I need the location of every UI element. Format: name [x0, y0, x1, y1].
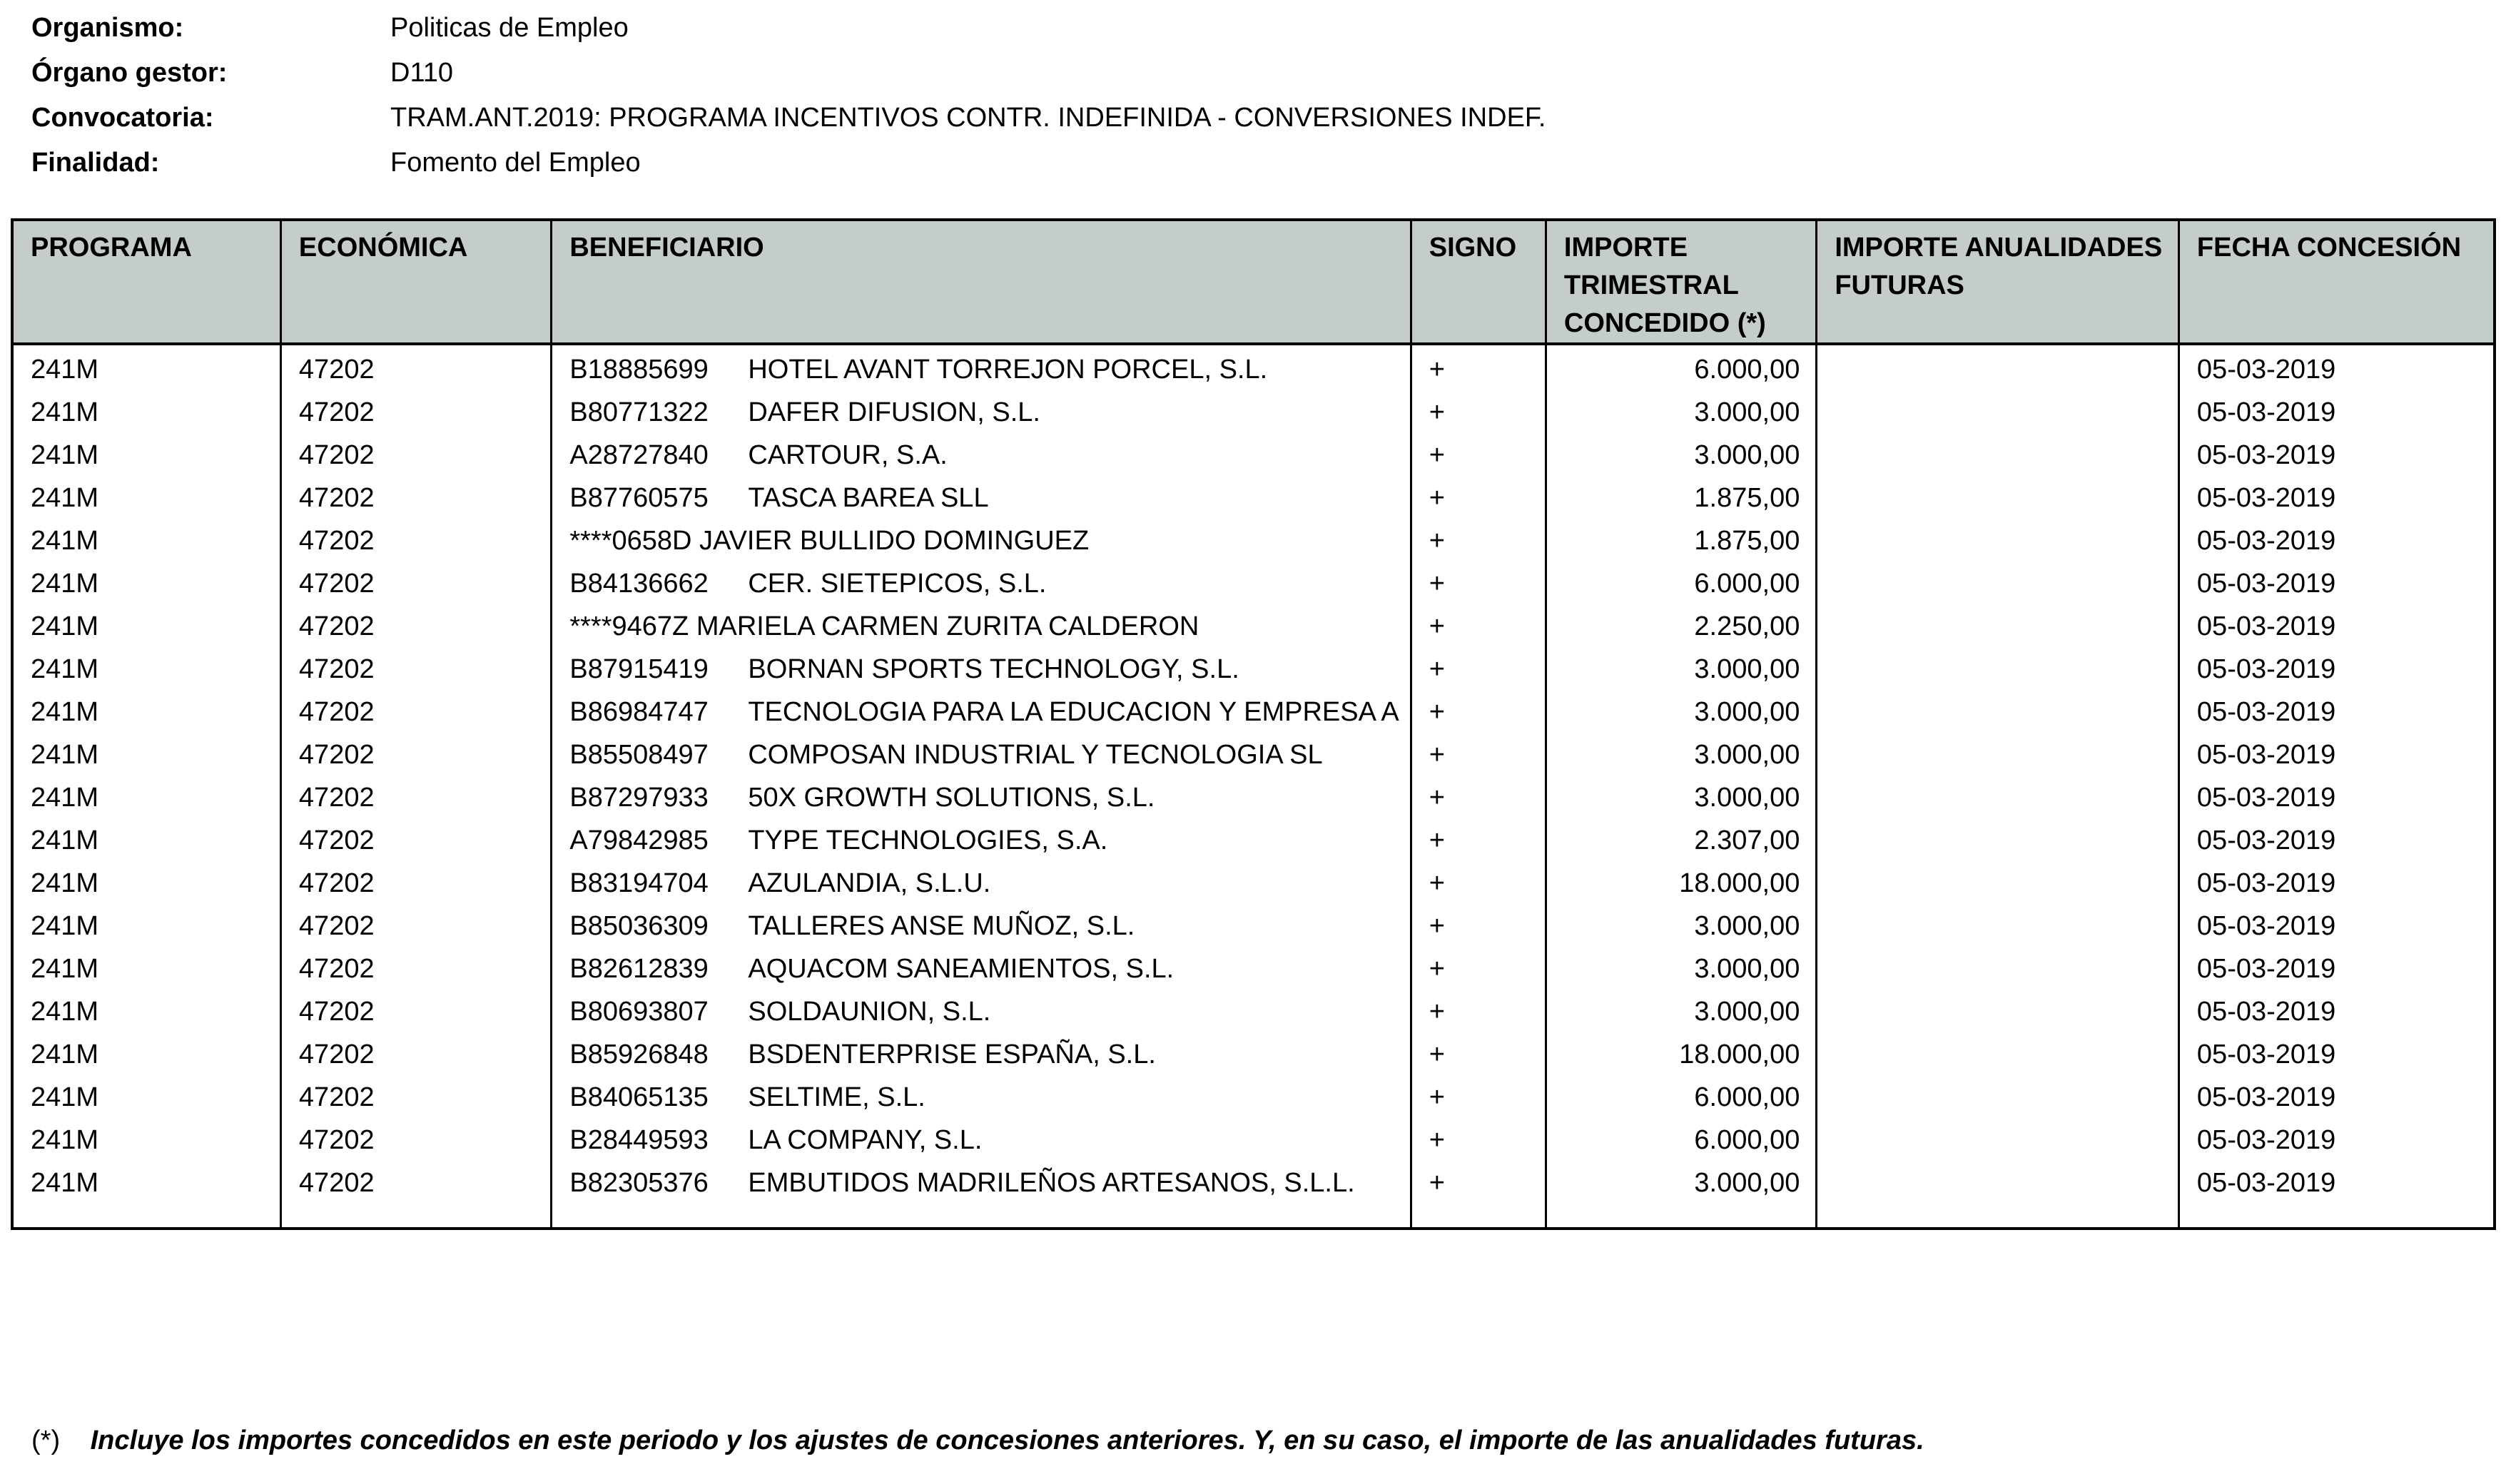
cell-programa: 241M	[31, 397, 99, 427]
cell-signo: +	[1411, 688, 1546, 731]
cell-importe: 18.000,00	[1546, 1030, 1816, 1073]
cell-importe: 3.000,00	[1546, 773, 1816, 816]
table-row	[12, 602, 2495, 645]
cell-importe: 2.250,00	[1546, 602, 1816, 645]
cell-beneficiario	[552, 987, 1411, 1030]
beneficiario-nif: ****0658D	[569, 526, 692, 556]
meta-value: Fomento del Empleo	[390, 148, 641, 178]
cell-beneficiario	[552, 344, 1411, 388]
cell-beneficiario	[552, 474, 1411, 517]
beneficiario-nif: B85508497	[569, 740, 709, 770]
cell-anualidades	[1817, 816, 2179, 859]
header-importe-anualidades: IMPORTE ANUALIDADES FUTURAS	[1817, 220, 2179, 344]
cell-fecha: 05-03-2019	[2178, 773, 2495, 816]
cell-anualidades	[1817, 388, 2179, 431]
table-row	[12, 816, 2495, 859]
cell-programa: 241M	[31, 526, 99, 556]
cell-importe: 3.000,00	[1546, 388, 1816, 431]
meta-value: TRAM.ANT.2019: PROGRAMA INCENTIVOS CONTR. INDEFINIDA - CONVERSIONES INDEF.	[390, 103, 1546, 133]
cell-programa: 241M	[31, 1168, 99, 1198]
beneficiario-nif: B87760575	[569, 483, 709, 513]
cell-beneficiario	[552, 859, 1411, 902]
beneficiario-nombre: BSDENTERPRISE ESPAÑA, S.L.	[748, 1040, 1156, 1069]
beneficiario-nif: B84136662	[569, 569, 709, 599]
header-programa: PROGRAMA	[12, 220, 280, 344]
header-beneficiario: BENEFICIARIO	[552, 220, 1411, 344]
meta-value: Politicas de Empleo	[390, 13, 629, 43]
beneficiario-nif: B18885699	[569, 355, 709, 385]
cell-importe: 3.000,00	[1546, 987, 1816, 1030]
cell-fecha: 05-03-2019	[2178, 1116, 2495, 1159]
cell-importe: 1.875,00	[1546, 474, 1816, 517]
beneficiario-nif: B82612839	[569, 954, 709, 984]
beneficiario-nif: ****9467Z	[569, 611, 689, 641]
header-signo: SIGNO	[1411, 220, 1546, 344]
cell-signo: +	[1411, 602, 1546, 645]
beneficiario-nombre: BORNAN SPORTS TECHNOLOGY, S.L.	[748, 654, 1239, 684]
cell-fecha: 05-03-2019	[2178, 945, 2495, 987]
cell-signo: +	[1411, 474, 1546, 517]
cell-fecha: 05-03-2019	[2178, 731, 2495, 773]
footnote	[31, 1423, 1924, 1458]
table-row	[12, 945, 2495, 987]
cell-programa: 241M	[31, 783, 99, 813]
cell-fecha: 05-03-2019	[2178, 816, 2495, 859]
beneficiario-nombre: TALLERES ANSE MUÑOZ, S.L.	[748, 911, 1135, 941]
cell-importe: 18.000,00	[1546, 859, 1816, 902]
cell-signo: +	[1411, 388, 1546, 431]
table-row	[12, 731, 2495, 773]
cell-signo: +	[1411, 517, 1546, 559]
beneficiario-nombre: TECNOLOGIA PARA LA EDUCACION Y EMPRESA A	[748, 697, 1399, 727]
beneficiario-nombre: LA COMPANY, S.L.	[748, 1125, 983, 1155]
beneficiario-nombre: COMPOSAN INDUSTRIAL Y TECNOLOGIA SL	[748, 740, 1323, 770]
cell-economica: 47202	[280, 688, 551, 731]
cell-economica: 47202	[280, 559, 551, 602]
cell-anualidades	[1817, 559, 2179, 602]
cell-importe: 6.000,00	[1546, 1116, 1816, 1159]
table-filler-row	[12, 1201, 2495, 1229]
cell-economica: 47202	[280, 1073, 551, 1116]
cell-importe: 3.000,00	[1546, 945, 1816, 987]
cell-programa: 241M	[31, 611, 99, 641]
table-row	[12, 1116, 2495, 1159]
beneficiario-nombre: MARIELA CARMEN ZURITA CALDERON	[696, 611, 1199, 641]
cell-fecha: 05-03-2019	[2178, 1073, 2495, 1116]
table-row	[12, 431, 2495, 474]
beneficiario-nombre: JAVIER BULLIDO DOMINGUEZ	[699, 526, 1090, 556]
cell-anualidades	[1817, 902, 2179, 945]
table-row	[12, 474, 2495, 517]
cell-anualidades	[1817, 344, 2179, 388]
footnote-text: Incluye los importes concedidos en este periodo y los ajustes de concesiones anteriores. Y, en su caso, el importe de las anualidades futuras.	[90, 1425, 1924, 1455]
cell-anualidades	[1817, 474, 2179, 517]
cell-beneficiario	[552, 431, 1411, 474]
beneficiario-nombre: CARTOUR, S.A.	[748, 440, 948, 470]
table-row	[12, 773, 2495, 816]
cell-programa: 241M	[31, 825, 99, 855]
beneficiario-nif: A79842985	[569, 825, 709, 855]
beneficiario-nif: B85036309	[569, 911, 709, 941]
cell-beneficiario	[552, 1159, 1411, 1201]
cell-fecha: 05-03-2019	[2178, 474, 2495, 517]
beneficiario-nif: B83194704	[569, 868, 709, 898]
cell-programa: 241M	[31, 954, 99, 984]
cell-economica: 47202	[280, 645, 551, 688]
cell-programa: 241M	[31, 654, 99, 684]
meta-label: Convocatoria:	[31, 103, 214, 133]
cell-programa: 241M	[31, 483, 99, 513]
table-body	[12, 344, 2495, 1229]
cell-economica: 47202	[280, 1116, 551, 1159]
cell-economica: 47202	[280, 1159, 551, 1201]
cell-signo: +	[1411, 731, 1546, 773]
cell-beneficiario	[552, 731, 1411, 773]
table-row	[12, 1030, 2495, 1073]
table-row	[12, 1159, 2495, 1201]
beneficiario-nif: B86984747	[569, 697, 709, 727]
table-header-row	[12, 220, 2495, 344]
cell-beneficiario	[552, 688, 1411, 731]
meta-label: Organismo:	[31, 13, 184, 43]
cell-anualidades	[1817, 1159, 2179, 1201]
cell-programa: 241M	[31, 1125, 99, 1155]
cell-economica: 47202	[280, 816, 551, 859]
table-row	[12, 1073, 2495, 1116]
cell-anualidades	[1817, 731, 2179, 773]
cell-economica: 47202	[280, 945, 551, 987]
cell-signo: +	[1411, 1073, 1546, 1116]
beneficiario-nombre: SELTIME, S.L.	[748, 1082, 925, 1112]
cell-importe: 1.875,00	[1546, 517, 1816, 559]
cell-economica: 47202	[280, 431, 551, 474]
grants-table	[11, 218, 2496, 1230]
cell-economica: 47202	[280, 987, 551, 1030]
cell-programa: 241M	[31, 740, 99, 770]
cell-beneficiario	[552, 1073, 1411, 1116]
meta-value: D110	[390, 58, 454, 88]
cell-anualidades	[1817, 1030, 2179, 1073]
header-economica: ECONÓMICA	[280, 220, 551, 344]
cell-economica: 47202	[280, 773, 551, 816]
cell-beneficiario	[552, 388, 1411, 431]
beneficiario-nif: B80693807	[569, 997, 709, 1027]
cell-fecha: 05-03-2019	[2178, 559, 2495, 602]
cell-signo: +	[1411, 344, 1546, 388]
beneficiario-nombre: TASCA BAREA SLL	[748, 483, 989, 513]
cell-fecha: 05-03-2019	[2178, 859, 2495, 902]
cell-anualidades	[1817, 1073, 2179, 1116]
beneficiario-nif: A28727840	[569, 440, 709, 470]
header-fecha-concesion: FECHA CONCESIÓN	[2178, 220, 2495, 344]
cell-programa: 241M	[31, 440, 99, 470]
footnote-mark: (*)	[31, 1425, 61, 1455]
cell-economica: 47202	[280, 859, 551, 902]
beneficiario-nombre: SOLDAUNION, S.L.	[748, 997, 991, 1027]
cell-programa: 241M	[31, 911, 99, 941]
cell-importe: 3.000,00	[1546, 902, 1816, 945]
cell-programa: 241M	[31, 569, 99, 599]
table-row	[12, 859, 2495, 902]
cell-importe: 3.000,00	[1546, 431, 1816, 474]
cell-programa: 241M	[31, 997, 99, 1027]
table-row	[12, 344, 2495, 388]
cell-beneficiario	[552, 1116, 1411, 1159]
cell-importe: 6.000,00	[1546, 559, 1816, 602]
cell-anualidades	[1817, 773, 2179, 816]
beneficiario-nombre: DAFER DIFUSION, S.L.	[748, 397, 1040, 427]
cell-economica: 47202	[280, 731, 551, 773]
table-row	[12, 517, 2495, 559]
header-importe-trimestral: IMPORTE TRIMESTRAL CONCEDIDO (*)	[1546, 220, 1816, 344]
cell-economica: 47202	[280, 602, 551, 645]
cell-fecha: 05-03-2019	[2178, 431, 2495, 474]
table-row	[12, 645, 2495, 688]
beneficiario-nombre: TYPE TECHNOLOGIES, S.A.	[748, 825, 1108, 855]
beneficiario-nombre: AQUACOM SANEAMIENTOS, S.L.	[748, 954, 1175, 984]
beneficiario-nif: B80771322	[569, 397, 709, 427]
cell-anualidades	[1817, 1116, 2179, 1159]
meta-label: Órgano gestor:	[31, 58, 228, 88]
cell-signo: +	[1411, 645, 1546, 688]
cell-importe: 3.000,00	[1546, 645, 1816, 688]
cell-importe: 6.000,00	[1546, 344, 1816, 388]
cell-fecha: 05-03-2019	[2178, 1159, 2495, 1201]
table-row	[12, 688, 2495, 731]
cell-programa: 241M	[31, 1082, 99, 1112]
cell-signo: +	[1411, 1159, 1546, 1201]
beneficiario-nombre: CER. SIETEPICOS, S.L.	[748, 569, 1047, 599]
cell-beneficiario	[552, 602, 1411, 645]
beneficiario-nif: B82305376	[569, 1168, 709, 1198]
beneficiario-nif: B87297933	[569, 783, 709, 813]
cell-programa: 241M	[31, 697, 99, 727]
cell-importe: 2.307,00	[1546, 816, 1816, 859]
cell-anualidades	[1817, 859, 2179, 902]
cell-signo: +	[1411, 431, 1546, 474]
cell-economica: 47202	[280, 388, 551, 431]
beneficiario-nif: B28449593	[569, 1125, 709, 1155]
cell-fecha: 05-03-2019	[2178, 688, 2495, 731]
cell-signo: +	[1411, 816, 1546, 859]
cell-signo: +	[1411, 773, 1546, 816]
cell-economica: 47202	[280, 1030, 551, 1073]
cell-beneficiario	[552, 1030, 1411, 1073]
cell-beneficiario	[552, 773, 1411, 816]
cell-economica: 47202	[280, 902, 551, 945]
cell-programa: 241M	[31, 1040, 99, 1069]
cell-programa: 241M	[31, 355, 99, 385]
cell-anualidades	[1817, 688, 2179, 731]
table-row	[12, 902, 2495, 945]
cell-fecha: 05-03-2019	[2178, 1030, 2495, 1073]
meta-label: Finalidad:	[31, 148, 160, 178]
cell-signo: +	[1411, 1030, 1546, 1073]
cell-programa: 241M	[31, 868, 99, 898]
beneficiario-nif: B87915419	[569, 654, 709, 684]
cell-anualidades	[1817, 945, 2179, 987]
cell-signo: +	[1411, 902, 1546, 945]
table-row	[12, 987, 2495, 1030]
cell-beneficiario	[552, 902, 1411, 945]
cell-beneficiario	[552, 559, 1411, 602]
cell-fecha: 05-03-2019	[2178, 388, 2495, 431]
cell-beneficiario	[552, 517, 1411, 559]
beneficiario-nombre: EMBUTIDOS MADRILEÑOS ARTESANOS, S.L.L.	[748, 1168, 1355, 1198]
cell-beneficiario	[552, 816, 1411, 859]
beneficiario-nif: B84065135	[569, 1082, 709, 1112]
beneficiario-nombre: HOTEL AVANT TORREJON PORCEL, S.L.	[748, 355, 1268, 385]
cell-fecha: 05-03-2019	[2178, 517, 2495, 559]
cell-signo: +	[1411, 987, 1546, 1030]
cell-economica: 47202	[280, 517, 551, 559]
cell-importe: 3.000,00	[1546, 731, 1816, 773]
table-row	[12, 388, 2495, 431]
cell-fecha: 05-03-2019	[2178, 602, 2495, 645]
cell-anualidades	[1817, 602, 2179, 645]
cell-fecha: 05-03-2019	[2178, 645, 2495, 688]
cell-fecha: 05-03-2019	[2178, 344, 2495, 388]
cell-anualidades	[1817, 645, 2179, 688]
beneficiario-nombre: 50X GROWTH SOLUTIONS, S.L.	[748, 783, 1155, 813]
cell-signo: +	[1411, 559, 1546, 602]
cell-anualidades	[1817, 431, 2179, 474]
cell-anualidades	[1817, 517, 2179, 559]
cell-signo: +	[1411, 945, 1546, 987]
cell-anualidades	[1817, 987, 2179, 1030]
cell-economica: 47202	[280, 474, 551, 517]
cell-fecha: 05-03-2019	[2178, 987, 2495, 1030]
beneficiario-nombre: AZULANDIA, S.L.U.	[748, 868, 991, 898]
cell-importe: 3.000,00	[1546, 1159, 1816, 1201]
cell-economica: 47202	[280, 344, 551, 388]
cell-importe: 3.000,00	[1546, 688, 1816, 731]
table-row	[12, 559, 2495, 602]
cell-beneficiario	[552, 645, 1411, 688]
cell-importe: 6.000,00	[1546, 1073, 1816, 1116]
cell-beneficiario	[552, 945, 1411, 987]
cell-signo: +	[1411, 859, 1546, 902]
cell-signo: +	[1411, 1116, 1546, 1159]
beneficiario-nif: B85926848	[569, 1040, 709, 1069]
cell-fecha: 05-03-2019	[2178, 902, 2495, 945]
